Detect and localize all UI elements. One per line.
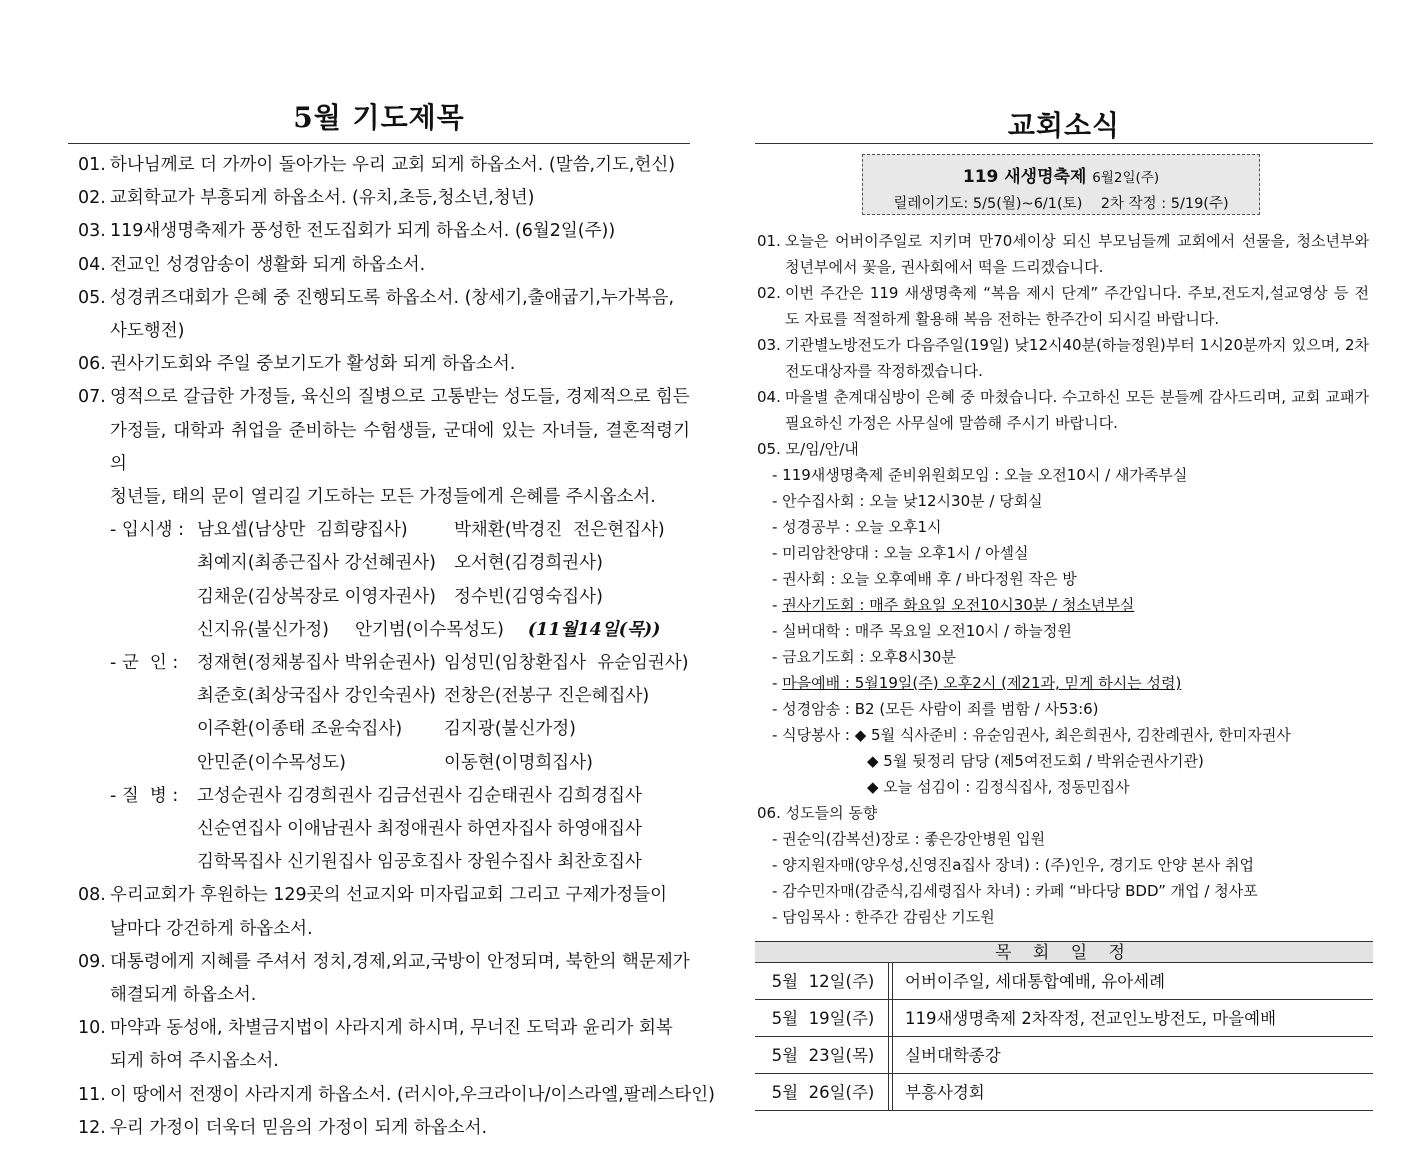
item-number: 06. <box>78 354 106 375</box>
members-heading: 06. 성도들의 동향 <box>757 804 878 822</box>
meeting-item: - 성경공부 : 오늘 오후1시 <box>772 518 942 536</box>
prayer-item-05 <box>78 282 690 348</box>
meetings-heading: 05. 모/임/안/내 <box>757 440 859 458</box>
news-text: 마을별 춘계대심방이 은혜 중 마쳤습니다. 수고하신 모든 분들께 감사드리며, 교회 교패가 필요하신 가정은 사무실에 말씀해 주시기 바랍니다. <box>785 388 1369 432</box>
person: 정수빈(김영숙집사) <box>454 586 603 607</box>
item-text: 날마다 강건하게 하옵소서. <box>110 918 313 939</box>
news-item-01 <box>757 228 1369 280</box>
member-item: - 감수민자매(감준식,김세령집사 차녀) : 카페 “바다당 BDD” 개업 / 청사포 <box>772 882 1258 900</box>
group-line <box>110 581 690 614</box>
item-text: 가정들, 대학과 취업을 준비하는 수험생들, 군대에 있는 자녀들, 결혼적령기의 <box>110 420 690 474</box>
member-item: - 양지원자매(양우성,신영진a집사 장녀) : (주)인우, 경기도 안양 본사 취업 <box>772 856 1254 874</box>
schedule-separator <box>888 963 893 999</box>
schedule-date: 5월 19일(주) <box>771 1009 875 1028</box>
schedule-table <box>755 941 1373 1111</box>
schedule-header: 목 회 일 정 <box>755 941 1373 963</box>
item-number: 05. <box>78 287 106 308</box>
meeting-item: - 권사기도회 : 매주 화요일 오전10시30분 / 청소년부실 <box>772 596 1135 614</box>
item-text: 전교인 성경암송이 생활화 되게 하옵소서. <box>110 254 426 275</box>
news-item-04 <box>757 384 1369 436</box>
meeting-item: - 실버대학 : 매주 목요일 오전10시 / 하늘정원 <box>772 622 1072 640</box>
person: 김지광(불신가정) <box>444 719 576 740</box>
group-line: 신순연집사 이애남권사 최정애권사 하연자집사 하영애집사 <box>197 819 642 840</box>
schedule-separator <box>888 1037 893 1073</box>
exam-date: (11월14일(목)) <box>527 619 661 640</box>
person: 최예지(최종근집사 강선혜권사) <box>197 553 436 574</box>
item-number: 10. <box>78 1018 106 1039</box>
group-line: 고성순권사 김경희권사 김금선권사 김순태권사 김희경집사 <box>197 785 642 806</box>
news-title-rule <box>755 143 1373 144</box>
item-number: 03. <box>78 221 106 242</box>
meal-bullet: ◆ 오늘 섬김이 : 김정식집사, 정동민집사 <box>867 778 1130 796</box>
group-label: - 군 인 : <box>110 653 179 674</box>
person: 이동현(이명희집사) <box>444 752 593 773</box>
prayer-title: 5월 기도제목 <box>293 101 465 134</box>
group-line <box>110 713 690 746</box>
festival-box <box>862 154 1260 215</box>
news-item-03 <box>757 332 1369 384</box>
item-text: 하나님께로 더 가까이 돌아가는 우리 교회 되게 하옵소서. (말씀,기도,헌신) <box>110 155 676 175</box>
schedule-date: 5월 23일(목) <box>771 1046 875 1065</box>
item-text: 우리 가정이 더욱더 믿음의 가정이 되게 하옵소서. <box>110 1117 488 1138</box>
person: 안민준(이수목성도) <box>197 752 346 773</box>
item-number: 11. <box>78 1084 106 1105</box>
schedule-event: 부흥사경회 <box>905 1083 985 1102</box>
news-text: 이번 주간은 119 새생명축제 “복음 제시 단계” 주간입니다. 주보,전도지,설교영상 등 전도 자료를 적절하게 활용해 복음 전하는 한주간이 되시길 바랍니다. <box>785 284 1369 328</box>
item-number: 02. <box>78 188 106 209</box>
relay-prayer-info: 릴레이기도: 5/5(월)~6/1(토) 2차 작정 : 5/19(주) <box>893 196 1229 212</box>
member-item: - 담임목사 : 한주간 감림산 기도원 <box>772 908 995 926</box>
item-text: 성경퀴즈대회가 은혜 중 진행되도록 하옵소서. (창세기,출애굽기,누가복음, <box>110 287 675 308</box>
schedule-date: 5월 26일(주) <box>771 1083 875 1102</box>
prayer-item-08 <box>78 879 690 945</box>
schedule-row <box>755 1000 1373 1037</box>
prayer-item-10 <box>78 1012 690 1078</box>
news-number: 01. <box>757 232 781 250</box>
schedule-row <box>755 963 1373 1000</box>
person: 김채운(김상복장로 이영자권사) <box>197 586 436 607</box>
item-text: 119새생명축제가 풍성한 전도집회가 되게 하옵소서. (6월2일(주)) <box>110 221 616 242</box>
prayer-item-01 <box>78 149 690 182</box>
person: 최준호(최상국집사 강인숙권사) <box>197 686 436 707</box>
meeting-item: - 마을예배 : 5월19일(주) 오후2시 (제21과, 믿게 하시는 성령) <box>772 674 1182 692</box>
news-text: 오늘은 어버이주일로 지키며 만70세이상 되신 부모님들께 교회에서 선물을, 청소년부와 청년부에서 꽃을, 권사회에서 떡을 드리겠습니다. <box>785 232 1369 276</box>
soldiers-group <box>78 647 690 780</box>
festival-headline: 119 새생명축제 <box>962 167 1087 187</box>
news-list <box>757 228 1369 930</box>
schedule-event: 어버이주일, 세대통합예배, 유아세례 <box>905 972 1166 991</box>
person: 오서현(김경희권사) <box>454 553 603 574</box>
schedule-separator <box>888 1000 893 1036</box>
group-label: - 질 병 : <box>110 785 179 806</box>
schedule-date: 5월 12일(주) <box>771 972 875 991</box>
group-line <box>110 514 690 547</box>
meeting-item: - 식당봉사 : ◆ 5월 식사준비 : 유순임권사, 최은희권사, 김찬례권사, 한미자권사 <box>772 726 1291 744</box>
meeting-item-underlined: 마을예배 : 5월19일(주) 오후2시 (제21과, 믿게 하시는 성령) <box>782 674 1182 692</box>
schedule-row <box>755 1037 1373 1074</box>
person: 이주환(이종태 조윤숙집사) <box>197 719 403 740</box>
meal-bullet: ◆ 5월 뒷정리 담당 (제5여전도회 / 박위순권사기관) <box>867 752 1204 770</box>
news-number: 03. <box>757 336 781 354</box>
item-number: 08. <box>78 885 106 906</box>
prayer-title-rule <box>68 143 690 144</box>
item-text: 마약과 동성애, 차별금지법이 사라지게 하시며, 무너진 도덕과 윤리가 회복 <box>110 1018 673 1039</box>
item-text: 교회학교가 부흥되게 하옵소서. (유치,초등,청소년,청년) <box>110 188 535 209</box>
prayer-item-11 <box>78 1079 716 1112</box>
festival-headline-line <box>863 162 1259 187</box>
meeting-item: - 금요기도회 : 오후8시30분 <box>772 648 956 666</box>
person: 전창은(전봉구 진은혜집사) <box>444 686 650 707</box>
schedule-event: 119새생명축제 2차작정, 전교인노방전도, 마을예배 <box>905 1009 1277 1028</box>
person: 남요셉(남상만 김희량집사) <box>197 520 408 541</box>
person: 정재현(정채봉집사 박위순권사) <box>197 653 436 674</box>
festival-date: 6월2일(주) <box>1092 170 1160 186</box>
meeting-item: - 권사회 : 오늘 오후예배 후 / 바다정원 작은 방 <box>772 570 1077 588</box>
news-title: 교회소식 <box>1007 109 1121 142</box>
item-number: 07. <box>78 387 106 408</box>
member-item: - 권순익(감복선)장로 : 좋은강안병원 입원 <box>772 830 1046 848</box>
schedule-event: 실버대학종강 <box>905 1046 1001 1065</box>
meeting-item: - 안수집사회 : 오늘 낮12시30분 / 당회실 <box>772 492 1043 510</box>
group-line <box>110 680 690 713</box>
group-line <box>110 747 690 780</box>
item-text: 사도행전) <box>110 321 185 342</box>
item-text: 우리교회가 후원하는 129곳의 선교지와 미자립교회 그리고 구제가정들이 <box>110 885 668 906</box>
exam-students-group <box>78 514 690 647</box>
item-number: 01. <box>78 155 106 175</box>
news-item-02 <box>757 280 1369 332</box>
schedule-row <box>755 1074 1373 1111</box>
sick-group <box>78 780 690 880</box>
group-label: - 입시생 : <box>110 520 185 541</box>
prayer-list <box>78 149 716 1145</box>
item-text: 영적으로 갈급한 가정들, 육신의 질병으로 고통받는 성도들, 경제적으로 힘든 <box>110 387 690 408</box>
news-number: 04. <box>757 388 781 406</box>
item-number: 09. <box>78 951 106 972</box>
item-text: 대통령에게 지혜를 주셔서 정치,경제,외교,국방이 안정되며, 북한의 핵문제가 <box>110 951 690 972</box>
item-text: 이 땅에서 전쟁이 사라지게 하옵소서. (러시아,우크라이나/이스라엘,팔레스타인) <box>110 1084 716 1105</box>
schedule-separator <box>888 1074 893 1110</box>
item-text: 되게 하여 주시옵소서. <box>110 1051 279 1072</box>
item-number: 04. <box>78 254 106 275</box>
group-line <box>110 647 690 680</box>
item-text: 청년들, 태의 문이 열리길 기도하는 모든 가정들에게 은혜를 주시옵소서. <box>110 487 656 508</box>
item-text: 권사기도회와 주일 중보기도가 활성화 되게 하옵소서. <box>110 354 516 375</box>
news-number: 02. <box>757 284 781 302</box>
prayer-item-07 <box>78 381 690 514</box>
person: 신지유(불신가정) <box>197 619 329 640</box>
prayer-item-12 <box>78 1112 690 1145</box>
prayer-item-06 <box>78 348 690 381</box>
news-text: 기관별노방전도가 다음주일(19일) 낮12시40분(하늘정원)부터 1시20분까지 있으며, 2차 전도대상자를 작정하겠습니다. <box>785 336 1369 380</box>
meeting-item: - 미리암찬양대 : 오늘 오후1시 / 아셀실 <box>772 544 1029 562</box>
prayer-item-09 <box>78 946 690 1012</box>
meeting-item-underlined: 권사기도회 : 매주 화요일 오전10시30분 / 청소년부실 <box>782 596 1135 614</box>
prayer-item-03 <box>78 215 690 248</box>
prayer-item-04 <box>78 249 690 282</box>
prayer-item-02 <box>78 182 690 215</box>
group-line: 김학목집사 신기원집사 임공호집사 장원수집사 최찬호집사 <box>197 852 642 873</box>
group-line <box>110 547 690 580</box>
person: 박채환(박경진 전은현집사) <box>454 520 665 541</box>
item-number: 12. <box>78 1117 106 1138</box>
person: 임성민(임창환집사 유순임권사) <box>444 653 689 674</box>
group-line <box>110 614 690 647</box>
item-text: 해결되게 하옵소서. <box>110 985 257 1006</box>
meeting-item: - 119새생명축제 준비위원회모임 : 오늘 오전10시 / 새가족부실 <box>772 466 1188 484</box>
person: 안기범(이수목성도) <box>355 619 504 640</box>
meeting-item: - 성경암송 : B2 (모든 사람이 죄를 범함 / 사53:6) <box>772 700 1099 718</box>
